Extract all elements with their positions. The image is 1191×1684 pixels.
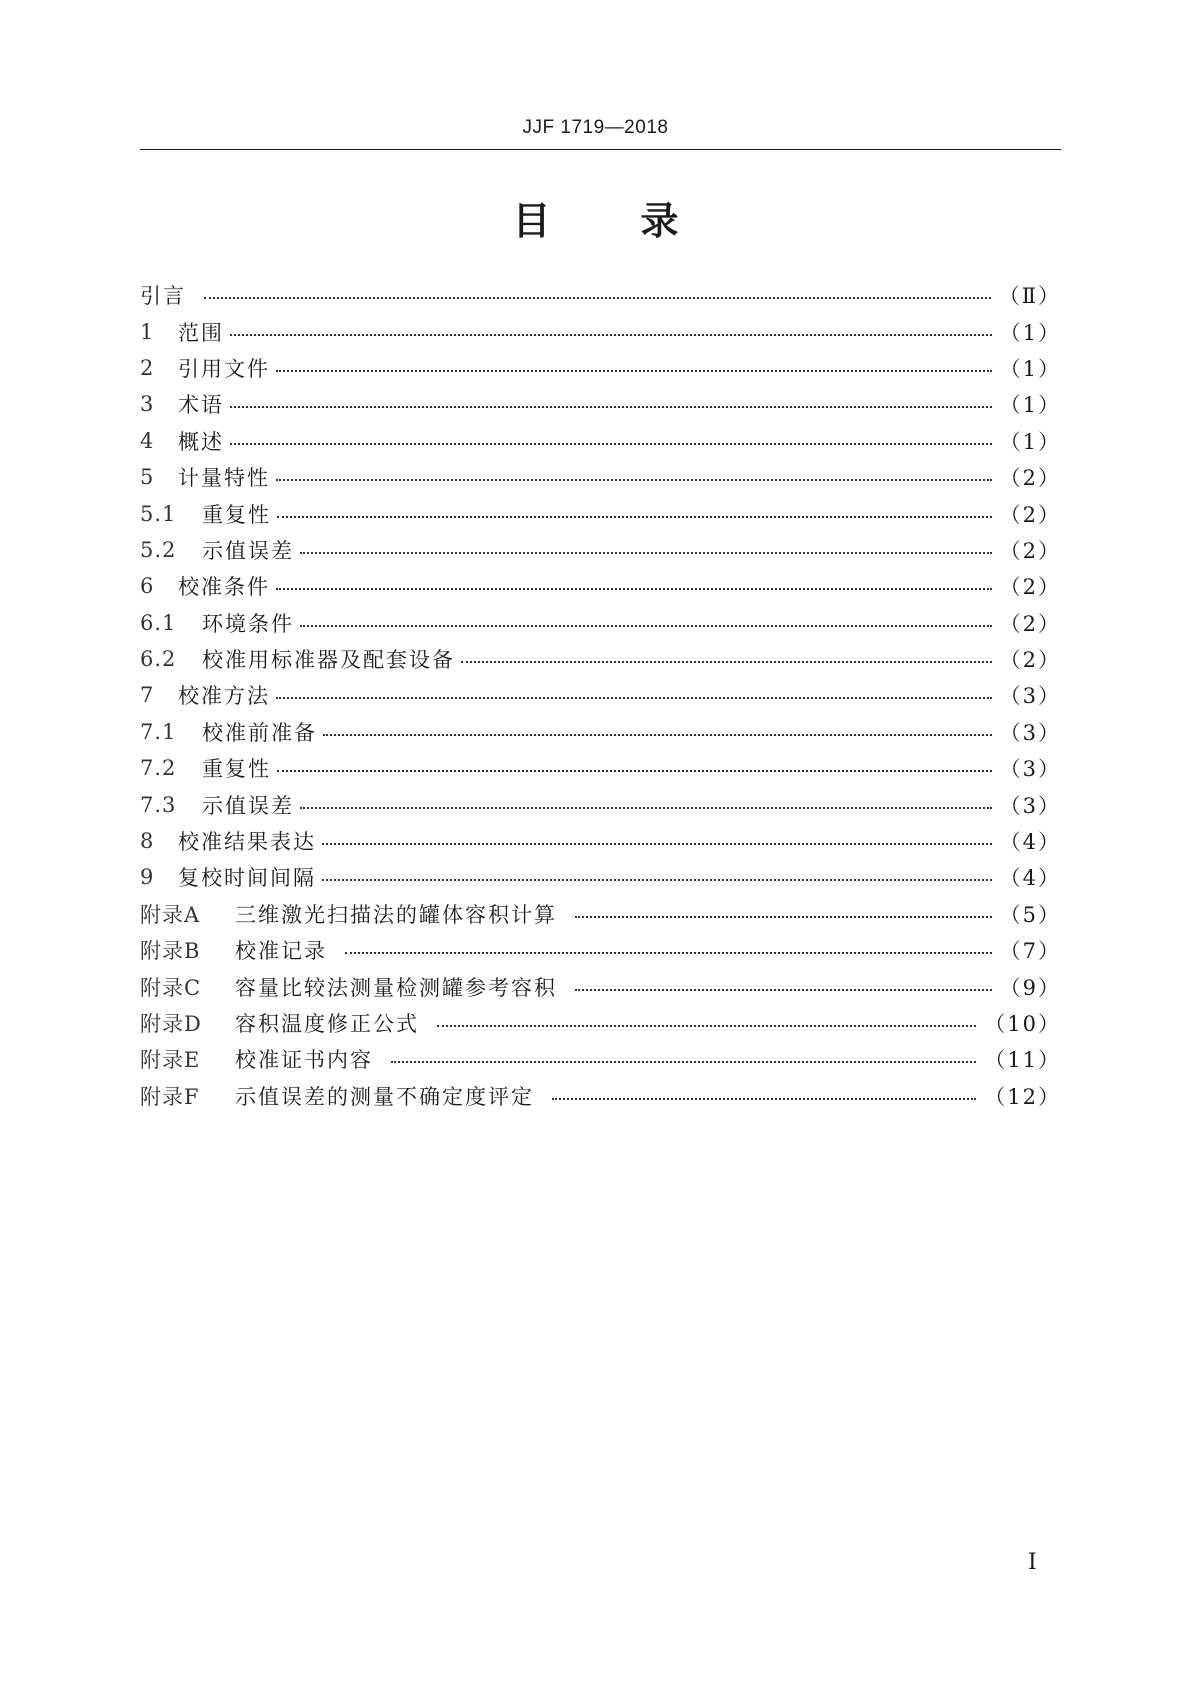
toc-dot-leader (230, 334, 992, 336)
toc-entry-title: 引言 (140, 284, 186, 309)
toc-entry-page: （1） (999, 429, 1061, 454)
toc-entry-title: 示值误差的测量不确定度评定 (235, 1084, 534, 1109)
toc-entry[interactable] (140, 932, 1061, 968)
toc-entry-title: 概述 (178, 429, 224, 454)
toc-entry-page: （3） (999, 720, 1061, 745)
toc-entry-number: 7.3 (140, 792, 177, 817)
toc-entry-number: 6 (140, 574, 155, 599)
page-number: I (1028, 1550, 1037, 1575)
toc-dot-leader (391, 1061, 976, 1063)
table-of-contents (140, 277, 1061, 1114)
toc-entry-page: （2） (999, 648, 1061, 673)
toc-entry-number: 5.2 (140, 537, 177, 562)
toc-entry[interactable] (140, 1041, 1061, 1077)
toc-entry-number: 4 (140, 428, 155, 453)
toc-entry-number: 1 (140, 319, 155, 344)
toc-entry-title: 环境条件 (202, 611, 294, 636)
toc-dot-leader (552, 1098, 976, 1100)
toc-entry-title: 复校时间间隔 (178, 866, 316, 891)
toc-entry-page: （2） (999, 611, 1061, 636)
toc-entry-title: 示值误差 (202, 538, 294, 563)
toc-entry-page: （1） (999, 320, 1061, 345)
toc-dot-leader (322, 843, 992, 845)
toc-entry-page: （3） (999, 684, 1061, 709)
toc-entry-number: 7.1 (140, 719, 177, 744)
toc-entry-page: （10） (984, 1012, 1061, 1036)
toc-dot-leader (300, 807, 992, 809)
toc-entry-number: 7 (140, 683, 155, 708)
toc-entry[interactable] (140, 750, 1061, 786)
toc-dot-leader (230, 406, 992, 408)
toc-entry[interactable] (140, 1078, 1061, 1114)
toc-entry-title: 校准证书内容 (235, 1048, 373, 1073)
toc-dot-leader (276, 479, 992, 481)
toc-entry-page: （2） (999, 575, 1061, 600)
toc-entry[interactable] (140, 350, 1061, 386)
toc-entry[interactable] (140, 714, 1061, 750)
toc-dot-leader (204, 297, 991, 299)
toc-entry-page: （9） (999, 975, 1061, 1000)
toc-entry[interactable] (140, 605, 1061, 641)
toc-entry-number: 7.2 (140, 756, 177, 781)
page-title (0, 198, 1191, 244)
toc-entry[interactable] (140, 677, 1061, 713)
toc-entry-page: （4） (999, 830, 1061, 855)
toc-entry-page: （4） (999, 866, 1061, 891)
toc-dot-leader (230, 443, 992, 445)
title-char-1: 目 (512, 199, 551, 243)
toc-entry-number: 5.1 (140, 501, 177, 526)
toc-entry-title: 校准前准备 (202, 720, 317, 745)
toc-entry-title: 三维激光扫描法的罐体容积计算 (235, 902, 557, 927)
toc-dot-leader (300, 625, 992, 627)
toc-entry-title: 引用文件 (178, 356, 270, 381)
toc-dot-leader (276, 588, 992, 590)
toc-entry[interactable] (140, 386, 1061, 422)
toc-dot-leader (461, 661, 992, 663)
toc-entry-title: 校准结果表达 (178, 830, 316, 855)
toc-entry-number: 附录F (140, 1084, 200, 1109)
toc-dot-leader (322, 879, 992, 881)
toc-entry[interactable] (140, 786, 1061, 822)
toc-entry-number: 附录C (140, 975, 202, 1000)
toc-entry[interactable] (140, 823, 1061, 859)
toc-entry-number: 5 (140, 465, 155, 490)
toc-entry[interactable] (140, 1005, 1061, 1041)
header-divider (140, 149, 1061, 150)
toc-entry-page: （Ⅱ） (998, 284, 1061, 309)
toc-entry[interactable] (140, 495, 1061, 531)
toc-entry-number: 6.1 (140, 610, 177, 635)
toc-entry-title: 计量特性 (178, 466, 270, 491)
toc-entry-number: 9 (140, 865, 155, 890)
toc-entry-number: 附录D (140, 1012, 202, 1036)
toc-entry-number: 6.2 (140, 647, 177, 672)
toc-entry[interactable] (140, 423, 1061, 459)
toc-entry-title: 重复性 (202, 502, 271, 527)
toc-entry-page: （3） (999, 757, 1061, 782)
toc-entry-title: 范围 (178, 320, 224, 345)
toc-entry[interactable] (140, 459, 1061, 495)
toc-entry-title: 示值误差 (202, 793, 294, 818)
toc-dot-leader (277, 516, 992, 518)
toc-dot-leader (575, 989, 992, 991)
toc-entry[interactable] (140, 968, 1061, 1004)
toc-dot-leader (276, 697, 992, 699)
toc-dot-leader (323, 734, 992, 736)
toc-entry-title: 容积温度修正公式 (235, 1012, 419, 1036)
toc-entry[interactable] (140, 896, 1061, 932)
toc-dot-leader (345, 952, 992, 954)
toc-entry-page: （2） (999, 466, 1061, 491)
toc-entry[interactable] (140, 313, 1061, 349)
toc-dot-leader (575, 916, 992, 918)
title-char-2: 录 (640, 199, 679, 243)
toc-entry-page: （7） (999, 939, 1061, 964)
toc-dot-leader (437, 1025, 976, 1027)
toc-entry-number: 3 (140, 392, 155, 417)
toc-entry-page: （2） (999, 538, 1061, 563)
toc-entry[interactable] (140, 277, 1061, 313)
toc-entry-title: 校准用标准器及配套设备 (202, 648, 455, 673)
toc-entry-number: 2 (140, 355, 155, 380)
toc-entry-title: 重复性 (202, 757, 271, 782)
toc-entry-number: 附录E (140, 1048, 201, 1073)
toc-entry-title: 容量比较法测量检测罐参考容积 (235, 975, 557, 1000)
toc-entry-title: 校准方法 (178, 684, 270, 709)
toc-entry-page: （5） (999, 902, 1061, 927)
toc-entry-page: （11） (984, 1048, 1061, 1073)
toc-entry-title: 校准条件 (178, 575, 270, 600)
toc-dot-leader (277, 770, 992, 772)
toc-entry-number: 附录B (140, 939, 201, 964)
toc-entry[interactable] (140, 641, 1061, 677)
standard-code-header: JJF 1719—2018 (522, 117, 669, 138)
toc-entry-title: 术语 (178, 393, 224, 418)
toc-entry-title: 校准记录 (235, 939, 327, 964)
toc-entry-number: 附录A (140, 902, 201, 927)
toc-entry-page: （2） (999, 502, 1061, 527)
toc-entry-page: （1） (999, 356, 1061, 381)
toc-entry-page: （1） (999, 393, 1061, 418)
toc-entry[interactable] (140, 859, 1061, 895)
toc-entry-number: 8 (140, 829, 155, 854)
toc-entry-page: （3） (999, 793, 1061, 818)
toc-entry-page: （12） (984, 1084, 1061, 1109)
toc-entry[interactable] (140, 532, 1061, 568)
toc-dot-leader (300, 552, 992, 554)
toc-entry[interactable] (140, 568, 1061, 604)
toc-dot-leader (276, 370, 992, 372)
